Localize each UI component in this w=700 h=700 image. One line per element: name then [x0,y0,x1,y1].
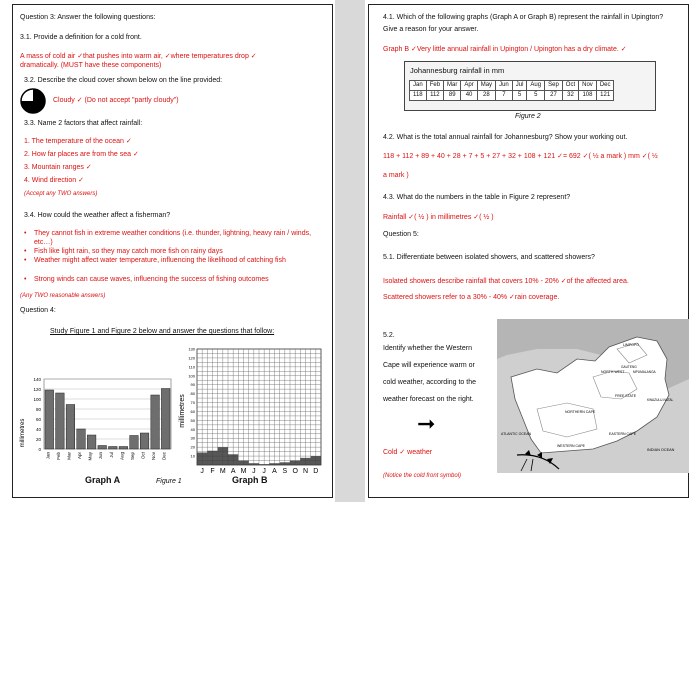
fisherman-item: Weather might affect water temperature, influencing the likelihood of catching fish [34,257,286,264]
graph-a-xtick-label: Aug [119,452,125,461]
rainfall-value-cell: 112 [426,91,443,101]
south-africa-weather-map [497,319,689,473]
bullet-icon: • [24,276,27,283]
rainfall-month-cell: Nov [579,81,597,91]
q3-2-answer: Cloudy ✓ (Do not accept "partly cloudy") [53,97,179,104]
q4-1-answer: Graph B ✓Very little annual rainfall in Upington / Upington has a dry climate. ✓ [383,46,627,53]
graph-a-bar [45,390,54,449]
q3-2-text: 3.2. Describe the cloud cover shown below on the line provided: [24,77,223,84]
graph-a-bar [119,447,128,450]
q4-1-text: 4.1. Which of the following graphs (Graph A or Graph B) represent the rainfall in Upington? [383,14,664,21]
graph-b-ytick-label: 10 [190,453,195,459]
graph-b-bar [280,462,290,465]
q5-2-answer: Cold ✓ weather [383,449,433,456]
bullet-icon: • [24,257,27,264]
figure-2-caption: Figure 2 [515,113,541,120]
graph-b-ytick-label: 20 [190,444,195,450]
graph-b-ytick-label: 30 [190,435,195,441]
factor-item: 2. How far places are from the sea ✓ [24,151,139,158]
question-3-heading: Question 3: Answer the following questions: [20,14,156,21]
graph-a-bar [98,446,107,450]
document-page-2 [368,4,689,498]
map-label-mpumalanga: MPUMALANGA [633,370,656,374]
graph-b-xtick-label: A [272,468,277,475]
rainfall-month-cell: Dec [596,81,614,91]
q3-4-note: (Any TWO reasonable answers) [20,293,106,299]
rainfall-value-cell: 108 [579,91,597,101]
graph-a-ytick-label: 20 [35,437,41,442]
graph-b-bar [249,463,259,465]
graph-a-xtick-label: Apr [77,452,83,460]
q5-2-line: weather forecast on the right. [383,396,474,403]
rainfall-value-cell: 89 [444,91,461,101]
question-4-heading: Question 4: [20,307,56,314]
graph-b-bar [311,456,321,465]
graph-a-bar [161,389,170,450]
graph-a-ytick-label: 0 [38,447,41,452]
graph-b-ytick-label: 90 [190,382,195,388]
graph-b-bar [290,461,300,465]
rainfall-value-cell: 5 [512,91,527,101]
map-label-free-state: FREE STATE [615,394,637,398]
rainfall-month-cell: Sep [545,81,563,91]
map-label-indian: INDIAN OCEAN [647,448,675,452]
graph-b-xtick-label: J [252,468,256,475]
rainfall-value-cell: 28 [477,91,495,101]
question-5-heading: Question 5: [383,231,419,238]
rainfall-table-title: Johannesburg rainfall in mm [410,66,505,75]
rainfall-value-cell: 121 [596,91,614,101]
graph-b-ytick-label: 100 [188,373,195,379]
graph-a-xtick-label: Jul [108,452,114,458]
rainfall-values-row [410,91,614,101]
rainfall-value-cell: 5 [527,91,545,101]
rainfall-month-cell: Aug [527,81,545,91]
graph-b-ytick-label: 60 [190,408,195,414]
graph-a-ytick-label: 100 [33,397,41,402]
q3-4-text: 3.4. How could the weather affect a fisherman? [24,212,171,219]
graph-a-bar [109,447,118,450]
rainfall-month-cell: Jan [410,81,427,91]
q4-3-text: 4.3. What do the numbers in the table in Figure 2 represent? [383,194,571,201]
graph-b-ytick-label: 130 [188,347,195,352]
rainfall-months-row [410,81,614,91]
graph-b-xtick-label: S [282,468,288,475]
graph-a-bar [77,429,86,449]
q4-2-answer-line1: 118 + 112 + 89 + 40 + 28 + 7 + 5 + 27 + 32 + 108 + 121 ✓= 692 ✓( ½ a mark ) mm ✓( ½ [383,153,658,160]
graph-b-xtick-label: N [302,468,309,475]
fisherman-item: They cannot fish in extreme weather conditions (i.e. thunder, lightning, heavy rain / winds, etc…) [34,230,312,246]
graph-a-chart [15,375,175,481]
rainfall-month-cell: Oct [562,81,578,91]
graph-a-xtick-label: Sep [129,452,135,461]
graph-b-ylabel: millimetres [179,394,186,428]
q4-3-answer: Rainfall ✓( ½ ) in millimetres ✓( ½ ) [383,214,494,221]
graph-a-ytick-label: 60 [35,417,41,422]
q4-2-text: 4.2. What is the total annual rainfall for Johannesburg? Show your working out. [383,134,628,141]
q3-3-text: 3.3. Name 2 factors that affect rainfall: [24,120,143,127]
q5-1-answer-line2: Scattered showers refer to a 30% - 40% ✓rain coverage. [383,294,560,301]
graph-a-ytick-label: 120 [33,387,41,392]
graph-a-xtick-label: May [87,452,93,461]
q5-2-line: cold weather, according to the [383,379,477,386]
graph-a-xtick-label: Dec [161,452,167,461]
graph-a-xtick-label: Feb [55,452,61,460]
study-instruction: Study Figure 1 and Figure 2 below and answer the questions that follow: [50,328,275,335]
q3-3-note: (Accept any TWO answers) [24,191,98,197]
graph-b-xtick-label: F [210,468,215,475]
graph-b-ytick-label: 50 [190,417,195,423]
graph-a-bar [140,433,149,449]
graph-b-bar [228,454,238,465]
page-gutter [335,0,365,502]
graph-b-xtick-label: O [292,468,298,475]
rainfall-value-cell: 40 [461,91,477,101]
graph-b-ytick-label: 110 [188,364,195,370]
factor-item: 1. The temperature of the ocean ✓ [24,138,132,145]
rainfall-month-cell: Mar [444,81,461,91]
rainfall-value-cell: 118 [410,91,427,101]
q5-2-number: 5.2. [383,332,395,339]
graph-b-xtick-label: D [313,468,319,475]
graph-a-ytick-label: 140 [33,377,41,382]
rainfall-value-cell: 27 [545,91,563,101]
graph-b-xtick-label: M [240,468,247,475]
graph-b-ytick-label: 120 [188,355,195,361]
map-label-northern-cape: NORTHERN CAPE [565,410,596,414]
graph-b-bar [300,458,310,465]
graph-b-ytick-label: 80 [190,391,195,397]
rainfall-month-cell: Jul [512,81,527,91]
factor-item: 3. Mountain ranges ✓ [24,164,92,171]
fisherman-item: Strong winds can cause waves, influencing the success of fishing outcomes [34,276,269,283]
fisherman-item: Fish like light rain, so they may catch more fish on rainy days [34,248,223,255]
graph-a-xtick-label: Nov [151,452,157,461]
q4-2-answer-line2: a mark ) [383,172,409,179]
graph-b-bar [207,451,217,465]
graph-b-ytick-label: 70 [190,400,195,406]
factor-item: 4. Wind direction ✓ [24,177,84,184]
graph-b-bar [259,464,269,465]
rainfall-month-cell: Jun [496,81,513,91]
map-label-eastern-cape: EASTERN CAPE [609,432,637,436]
rainfall-month-cell: Feb [426,81,443,91]
map-label-kzn: KWAZULU-NATAL [647,398,674,402]
graph-b-bar [238,461,248,465]
q3-1-answer-line1: A mass of cold air ✓that pushes into warm air, ✓where temperatures drop ✓ [20,53,257,60]
graph-a-label: Graph A [85,475,121,485]
graph-b-label: Graph B [232,475,268,485]
map-label-western-cape: WESTERN CAPE [557,444,586,448]
cloud-cover-symbol [19,87,47,115]
graph-a-bar [130,436,139,450]
rainfall-value-cell: 7 [496,91,513,101]
figure-1-caption: Figure 1 [156,478,182,485]
graph-b-xtick-label: J [262,468,266,475]
rainfall-value-cell: 32 [562,91,578,101]
graph-b-ytick-label: 40 [190,426,195,432]
map-label-atlantic: ATLANTIC OCEAN [501,432,532,436]
map-label-north-west: NORTH WEST [601,370,625,374]
rainfall-table [409,80,614,101]
map-label-limpopo: LIMPOPO [623,343,639,347]
rainfall-table-panel [404,61,656,111]
q5-2-line: Identify whether the Western [383,345,472,352]
rainfall-month-cell: Apr [461,81,477,91]
graph-a-bar [66,405,75,450]
q5-2-line: Cape will experience warm or [383,362,475,369]
right-arrow-icon: ➞ [417,411,436,436]
bullet-icon: • [24,230,27,237]
graph-a-ytick-label: 40 [35,427,41,432]
document-page-1 [12,4,333,498]
graph-a-xtick-label: Jan [45,452,51,460]
graph-b-xtick-label: A [230,468,236,475]
graph-b-bar [197,453,207,465]
q4-1-text-cont: Give a reason for your answer. [383,26,479,33]
graph-a-xtick-label: Mar [66,452,72,460]
graph-a-ylabel: millimetres [20,418,26,448]
graph-a-xtick-label: Oct [140,452,146,460]
q3-1-text: 3.1. Provide a definition for a cold front. [20,34,142,41]
bullet-icon: • [24,248,27,255]
graph-a-bar [151,395,160,449]
graph-b-xtick-label: M [219,468,226,475]
q3-1-answer-line2: dramatically. (MUST have these components) [20,62,162,69]
graph-b-bar [269,463,279,465]
q5-2-note: (Notice the cold front symbol) [383,473,462,479]
graph-a-bar [56,393,65,449]
graph-a-ytick-label: 80 [35,407,41,412]
graph-a-bar [87,435,96,449]
q5-1-text: 5.1. Differentiate between isolated showers, and scattered showers? [383,254,595,261]
graph-b-xtick-label: J [200,468,204,475]
map-label-gauteng: GAUTENG [621,365,637,369]
graph-b-bar [218,447,228,465]
q5-1-answer-line1: Isolated showers describe rainfall that covers 10% - 20% ✓of the affected area. [383,278,629,285]
graph-b-chart [177,347,327,477]
rainfall-month-cell: May [477,81,495,91]
graph-a-xtick-label: Jun [98,452,104,460]
